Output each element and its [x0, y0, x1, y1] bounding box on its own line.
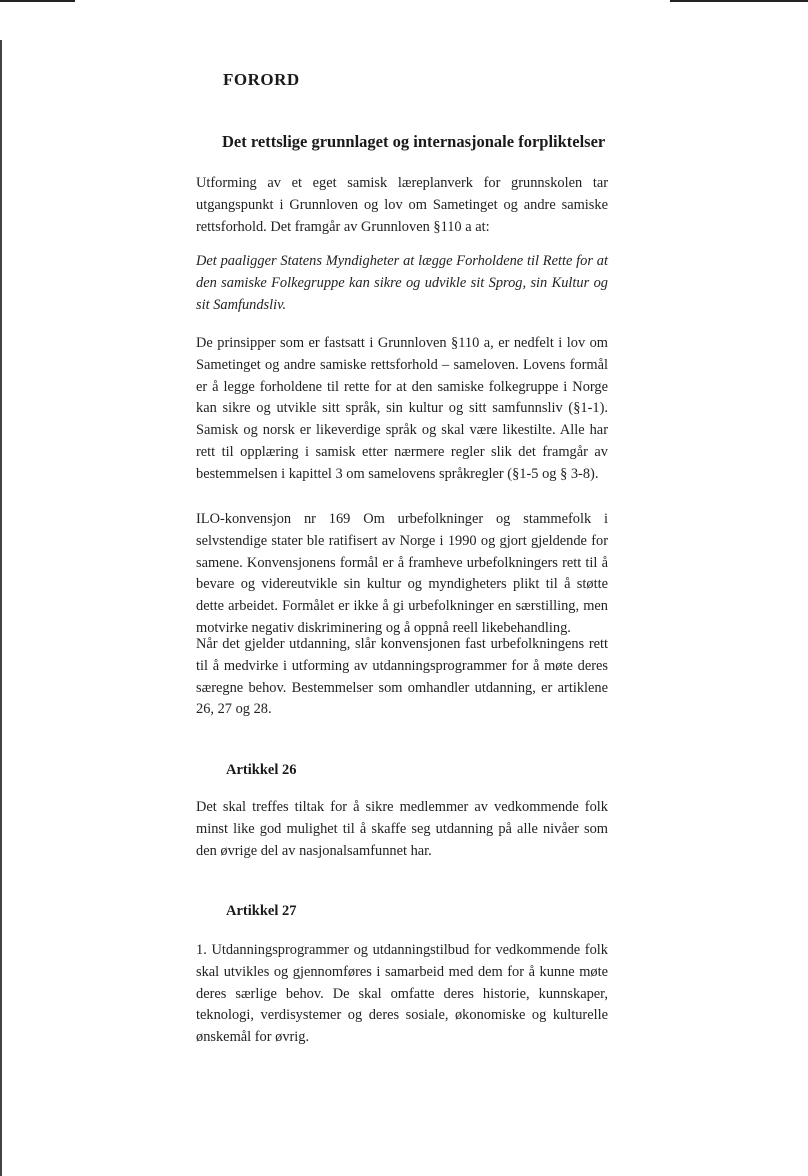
- section-heading: Det rettslige grunnlaget og internasjonale forpliktelser: [222, 132, 606, 151]
- top-edge-mark-right: [670, 0, 808, 2]
- sameloven-paragraph: De prinsipper som er fastsatt i Grunnloven §110 a, er nedfelt i lov om Sametinget og andre samiske rettsforhold – sameloven. Lovens formål er å legge forholdene til rette for at den samiske folkegruppe i Norge kan sikre og utvikle sitt språk, sin kultur og sitt samfunnsliv (§1-1). Samisk og norsk er likeverdige språk og skal være likestilte. Alle har rett til opplæring i samisk etter nærmere regler slik det framgår av bestemmelsen i kapittel 3 om samelovens språkregler (§1-5 og § 3-8).: [196, 335, 608, 482]
- intro-paragraph: Utforming av et eget samisk læreplanverk for grunnskolen tar utgangspunkt i Grunnloven og lov om Sametinget og andre samiske rettsforhold. Det framgår av Grunnloven §110 a at:: [196, 175, 608, 235]
- education-paragraph: Når det gjelder utdanning, slår konvensjonen fast urbefolkningens rett til å medvirke i utforming av utdanningsprogrammer for å møte deres særegne behov. Bestemmelser som omhandler utdanning, er artiklene 26, 27 og 28.: [196, 636, 608, 718]
- constitution-quote: Det paaligger Statens Myndigheter at lægge Forholdene til Rette for at den samiske Folkegruppe kan sikre og udvikle sit Sprog, sin Kultur og sit Samfundsliv.: [196, 253, 608, 313]
- page-title: FORORD: [223, 70, 300, 89]
- article-26-title: Artikkel 26: [226, 762, 297, 778]
- article-26-text: Det skal treffes tiltak for å sikre medlemmer av vedkommende folk minst like god mulighet til å skaffe seg utdanning på alle nivåer som den øvrige del av nasjonalsamfunnet har.: [196, 799, 608, 859]
- top-edge-mark-left: [0, 0, 75, 2]
- ilo-paragraph: ILO-konvensjon nr 169 Om urbefolkninger og stammefolk i selvstendige stater ble ratifisert av Norge i 1990 og gjort gjeldende for samene. Konvensjonens formål er å framheve urbefolkningers rett til å bevare og videreutvikle sin kultur og myndigheters plikt til å støtte dette arbeidet. Formålet er ikke å gi urbefolkninger en særstilling, men motvirke negativ diskriminering og å oppnå reell likebehandling.: [196, 511, 608, 636]
- scan-left-edge: [0, 40, 2, 1176]
- article-27-text: 1. Utdanningsprogrammer og utdanningstilbud for vedkommende folk skal utvikles og gjennomføres i samarbeid med dem for å kunne møte deres særlige behov. De skal omfatte deres historie, kunnskaper, teknologi, verdisystemer og deres sosiale, økonomiske og kulturelle ønskemål for øvrig.: [196, 942, 608, 1046]
- article-27-title: Artikkel 27: [226, 903, 297, 919]
